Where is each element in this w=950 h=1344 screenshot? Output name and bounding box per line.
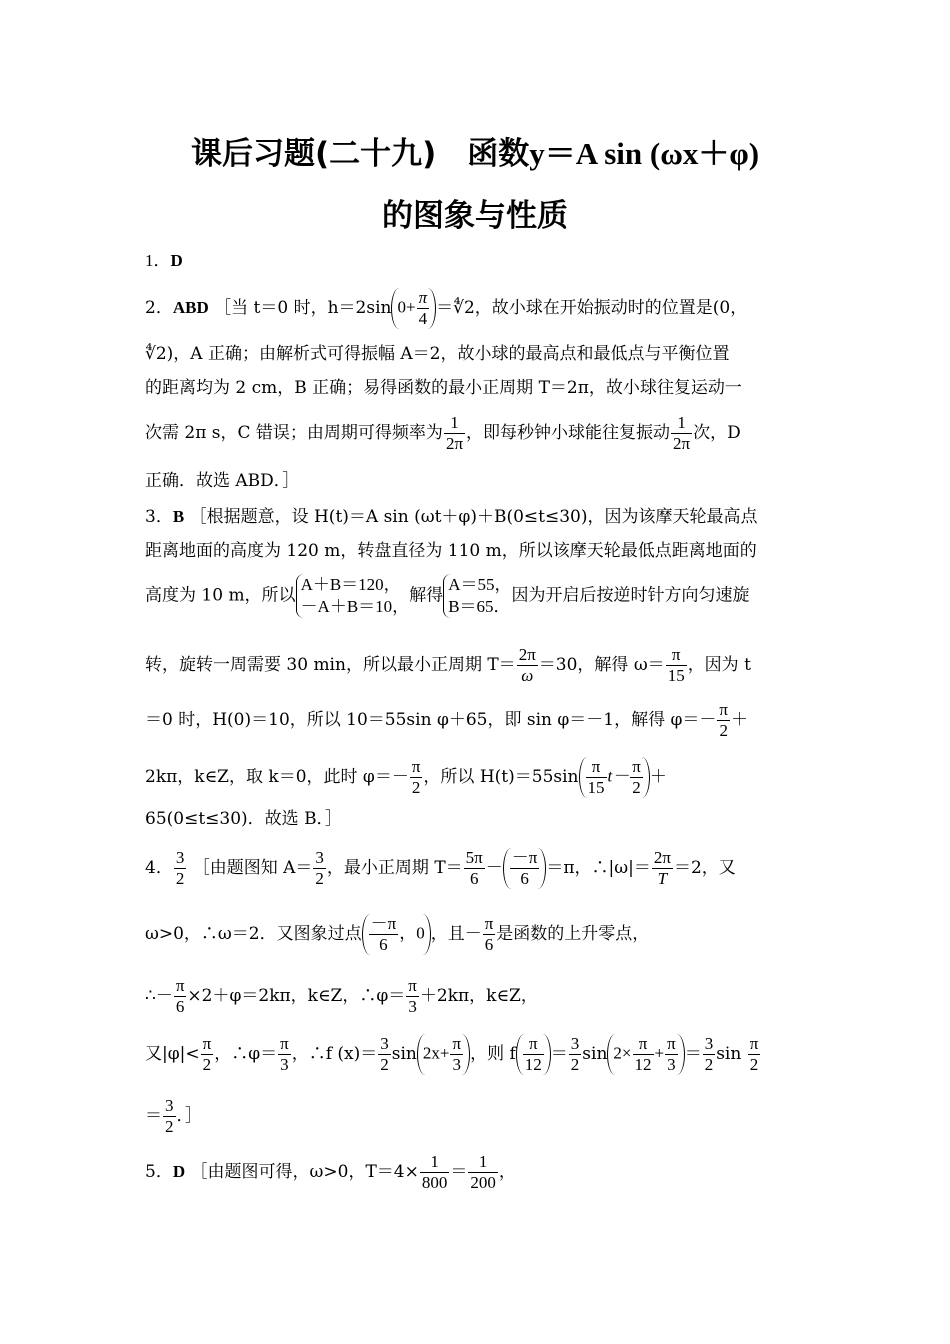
denominator: 2 [630, 777, 643, 798]
numerator: π [749, 1034, 759, 1053]
question-4-line-5 [145, 1096, 811, 1137]
q3-text: ＋ [731, 710, 749, 730]
paren [503, 848, 547, 889]
denominator: 2π [673, 434, 691, 453]
question-2-line-2 [145, 343, 811, 365]
fraction [630, 757, 643, 798]
numerator: 2π [518, 645, 536, 664]
q4-text: ∴－ [145, 986, 173, 1006]
numerator: π [411, 757, 421, 776]
fraction [278, 1034, 291, 1075]
question-3-line-1 [145, 506, 811, 528]
q4-text: ［由题图知 A＝ [192, 858, 313, 878]
q5-text: ， [498, 1162, 516, 1182]
q4-answer [174, 848, 187, 889]
q3-text: 高度为 10 m，所以 [145, 585, 296, 606]
question-3-line-7 [145, 808, 811, 830]
fraction [406, 976, 419, 1017]
denominator: 2 [165, 1117, 174, 1136]
q3-text: 转，旋转一周需要 30 min，所以最小正周期 T＝ [145, 655, 516, 675]
numerator: π [671, 645, 681, 664]
question-3-line-6 [145, 757, 811, 798]
q3-text: ＝0 时，H(0)＝10，所以 10＝55sin φ＋65，即 sin φ＝－1，解得 φ＝－ [145, 710, 717, 730]
question-4-line-3 [145, 976, 811, 1017]
q3-text: ，所以 H(t)＝55sin [423, 767, 579, 787]
denominator: 2 [380, 1055, 389, 1074]
q4-text: ×2＋φ＝2kπ，k∈Z，∴φ＝ [187, 986, 406, 1006]
numerator: π [667, 1034, 676, 1053]
q5-answer: D [172, 1162, 186, 1181]
fraction [523, 1034, 544, 1075]
q3-text: 2kπ，k∈Z，取 k＝0，此时 φ＝－ [145, 767, 409, 787]
q4-text: ，∴φ＝ [214, 1044, 278, 1064]
denominator: T [652, 868, 673, 889]
numerator: 3 [165, 1096, 174, 1115]
numerator: π [638, 1034, 648, 1053]
q1-number: 1． [145, 251, 171, 270]
q2-text: 次，D [693, 423, 741, 443]
expr: 2× [613, 1043, 632, 1063]
numerator: 1 [450, 413, 459, 432]
fraction [671, 413, 692, 454]
paren [516, 1034, 551, 1075]
equation: A＋B＝120， [300, 575, 401, 594]
denominator: 12 [524, 1055, 542, 1074]
fraction [569, 1034, 582, 1075]
paren [362, 914, 431, 955]
page-subtitle [0, 190, 950, 235]
numerator: π [719, 700, 729, 719]
denominator: 3 [278, 1054, 291, 1075]
fraction [483, 914, 496, 955]
denominator: 2 [570, 1055, 580, 1074]
question-2-line-5 [145, 470, 811, 492]
title-formula: y＝A sin (ωx＋φ) [529, 136, 760, 171]
equation: B＝65． [448, 597, 511, 616]
numerator: 1 [478, 1152, 488, 1171]
q3-text: ＋ [649, 767, 667, 787]
q4-text: ＝2，又 [673, 858, 736, 878]
question-1 [145, 250, 811, 272]
denominator: 2π [445, 434, 464, 453]
fraction [633, 1034, 654, 1075]
q4-text: ＝π，∴|ω|＝ [546, 858, 651, 878]
fraction [464, 848, 485, 889]
fraction [450, 1034, 463, 1075]
denominator: 2 [704, 1055, 714, 1074]
numerator: 3 [380, 1034, 389, 1053]
denominator: 3 [450, 1054, 463, 1075]
question-4-line-2 [145, 914, 811, 955]
expr: 2x+ [422, 1043, 450, 1063]
equation-system [443, 574, 511, 618]
denominator: 6 [369, 934, 399, 955]
numerator: 3 [315, 848, 324, 867]
question-5-line-1 [145, 1152, 811, 1193]
q4-number: 4． [145, 858, 173, 878]
equation-system [296, 574, 410, 618]
q3-text: ，因为 t [687, 655, 751, 675]
q4-text: ，∴f (x)＝ [291, 1044, 378, 1064]
numerator: 3 [570, 1034, 580, 1053]
q4-text: ，则 f [470, 1044, 516, 1064]
numerator: π [632, 757, 641, 776]
q4-text: ．］ [176, 1106, 202, 1126]
denominator: 6 [464, 868, 485, 889]
q2-text: ＝∜2，故小球在开始振动时的位置是(0， [436, 298, 748, 318]
expr: 0+ [397, 297, 416, 317]
denominator: 2 [315, 869, 324, 888]
q4-text: ，最小正周期 T＝ [326, 858, 463, 878]
fraction [665, 1034, 678, 1075]
numerator: －π [370, 914, 397, 933]
numerator: π [484, 914, 494, 933]
numerator: π [280, 1034, 289, 1053]
numerator: 3 [175, 848, 185, 867]
q5-number: 5． [145, 1162, 173, 1182]
q3-text: 因为开启后按逆时针方向匀速旋 [511, 585, 750, 606]
q2-text: ［当 t＝0 时，h＝2sin [214, 298, 392, 318]
denominator: 3 [665, 1054, 678, 1075]
denominator: 2 [175, 869, 185, 888]
numerator: －π [511, 848, 538, 867]
numerator: π [408, 976, 417, 995]
paren [417, 1034, 470, 1075]
expr: + [654, 1043, 665, 1063]
q4-text: 又|φ|< [145, 1044, 200, 1064]
q3-text: 距离地面的高度为 120 m，转盘直径为 110 m，所以该摩天轮最低点距离地面的 [145, 541, 757, 561]
paren [579, 757, 650, 798]
numerator: π [175, 976, 185, 995]
denominator: 800 [421, 1173, 448, 1192]
numerator: 5π [465, 848, 483, 867]
denominator: 200 [470, 1173, 496, 1192]
q3-number: 3． [145, 507, 173, 527]
q3-text: 65(0≤t≤30)．故选 B．］ [145, 809, 343, 829]
numerator: 2π [653, 848, 671, 867]
fraction [369, 914, 399, 955]
q2-number: 2． [145, 298, 173, 318]
numerator: π [202, 1034, 212, 1053]
q1-answer: D [170, 251, 183, 270]
question-4-line-4 [145, 1034, 811, 1075]
numerator: 3 [704, 1034, 714, 1053]
numerator: π [418, 288, 428, 307]
denominator: 6 [174, 996, 187, 1017]
q2-text: 次需 2π s，C 错误；由周期可得频率为 [145, 423, 443, 443]
q4-text: ＋2kπ，k∈Z， [419, 986, 538, 1006]
question-2-line-3 [145, 377, 811, 399]
expr: t－ [607, 766, 630, 786]
expr: sin [716, 1044, 747, 1064]
expr: ＝ [684, 1044, 702, 1064]
fraction [517, 645, 538, 686]
denominator: 2 [410, 777, 423, 798]
title-line2: 的图象与性质 [382, 198, 568, 234]
paren [391, 288, 436, 329]
denominator: 6 [510, 868, 540, 889]
expr: sin [391, 1044, 417, 1064]
q2-text: 正确．故选 ABD．］ [145, 471, 300, 491]
fraction [510, 848, 540, 889]
question-3-line-2 [145, 540, 811, 562]
denominator: 2 [748, 1054, 761, 1075]
equation: －A＋B＝10， [300, 597, 410, 616]
fraction [703, 1034, 716, 1075]
numerator: 1 [677, 413, 686, 432]
expr: ＝ [550, 1044, 568, 1064]
question-4-line-1 [145, 848, 811, 889]
denominator: 15 [587, 778, 605, 797]
question-3-line-3 [145, 574, 811, 618]
denominator: 12 [634, 1055, 652, 1074]
q3-text: 解得 [409, 585, 444, 606]
page-title [0, 128, 950, 173]
q5-text: ［由题图可得，ω>0，T＝4× [190, 1162, 419, 1182]
q2-text: ∜2)，A 正确；由解析式可得振幅 A＝2，故小球的最高点和最低点与平衡位置 [145, 344, 730, 364]
fraction [201, 1034, 214, 1075]
numerator: π [591, 757, 601, 776]
fraction [417, 288, 430, 329]
numerator: π [452, 1034, 462, 1053]
denominator: 2 [717, 720, 730, 741]
fraction [163, 1096, 176, 1137]
denominator: ω [517, 665, 538, 686]
fraction [378, 1034, 391, 1075]
question-2-line-4 [145, 413, 811, 454]
fraction [717, 700, 730, 741]
q3-answer: B [172, 507, 185, 526]
expr: ，0 [399, 923, 425, 943]
fraction [652, 848, 673, 889]
numerator: π [528, 1034, 538, 1053]
question-3-line-5 [145, 700, 811, 741]
fraction [444, 413, 465, 454]
q4-text: ω>0，∴ω＝2．又图象过点 [145, 924, 362, 944]
denominator: 2 [201, 1054, 214, 1075]
denominator: 15 [667, 666, 685, 685]
fraction [666, 645, 687, 686]
q4-text: － [485, 858, 503, 878]
denominator: 4 [417, 308, 430, 329]
question-3-line-4 [145, 645, 811, 686]
fraction [468, 1152, 498, 1193]
denominator: 6 [483, 934, 496, 955]
q5-text: ＝ [450, 1162, 468, 1182]
q2-answer: ABD [172, 298, 209, 317]
q4-text: ，且－ [430, 924, 482, 944]
title-prefix: 课后习题(二十九) 函数 [190, 136, 530, 172]
fraction [748, 1034, 761, 1075]
fraction [410, 757, 423, 798]
fraction [586, 757, 607, 798]
fraction [313, 848, 326, 889]
q2-text: ，即每秒钟小球能往复振动 [466, 423, 671, 443]
denominator: 3 [406, 996, 419, 1017]
paren [607, 1034, 684, 1075]
expr: sin [582, 1044, 608, 1064]
fraction [174, 976, 187, 1017]
q4-text: ＝ [145, 1106, 162, 1126]
question-2-line-1 [145, 288, 811, 329]
equation: A＝55， [448, 575, 512, 594]
numerator: 1 [430, 1152, 439, 1171]
q2-text: 的距离均为 2 cm，B 正确；易得函数的最小正周期 T＝2π，故小球往复运动一 [145, 378, 742, 398]
fraction [420, 1152, 450, 1193]
q3-text: ［根据题意，设 H(t)＝A sin (ωt＋φ)＋B(0≤t≤30)，因为该摩天轮最高点 [189, 507, 758, 527]
q3-text: ＝30，解得 ω＝ [538, 655, 665, 675]
q4-text: 是函数的上升零点， [496, 924, 650, 944]
